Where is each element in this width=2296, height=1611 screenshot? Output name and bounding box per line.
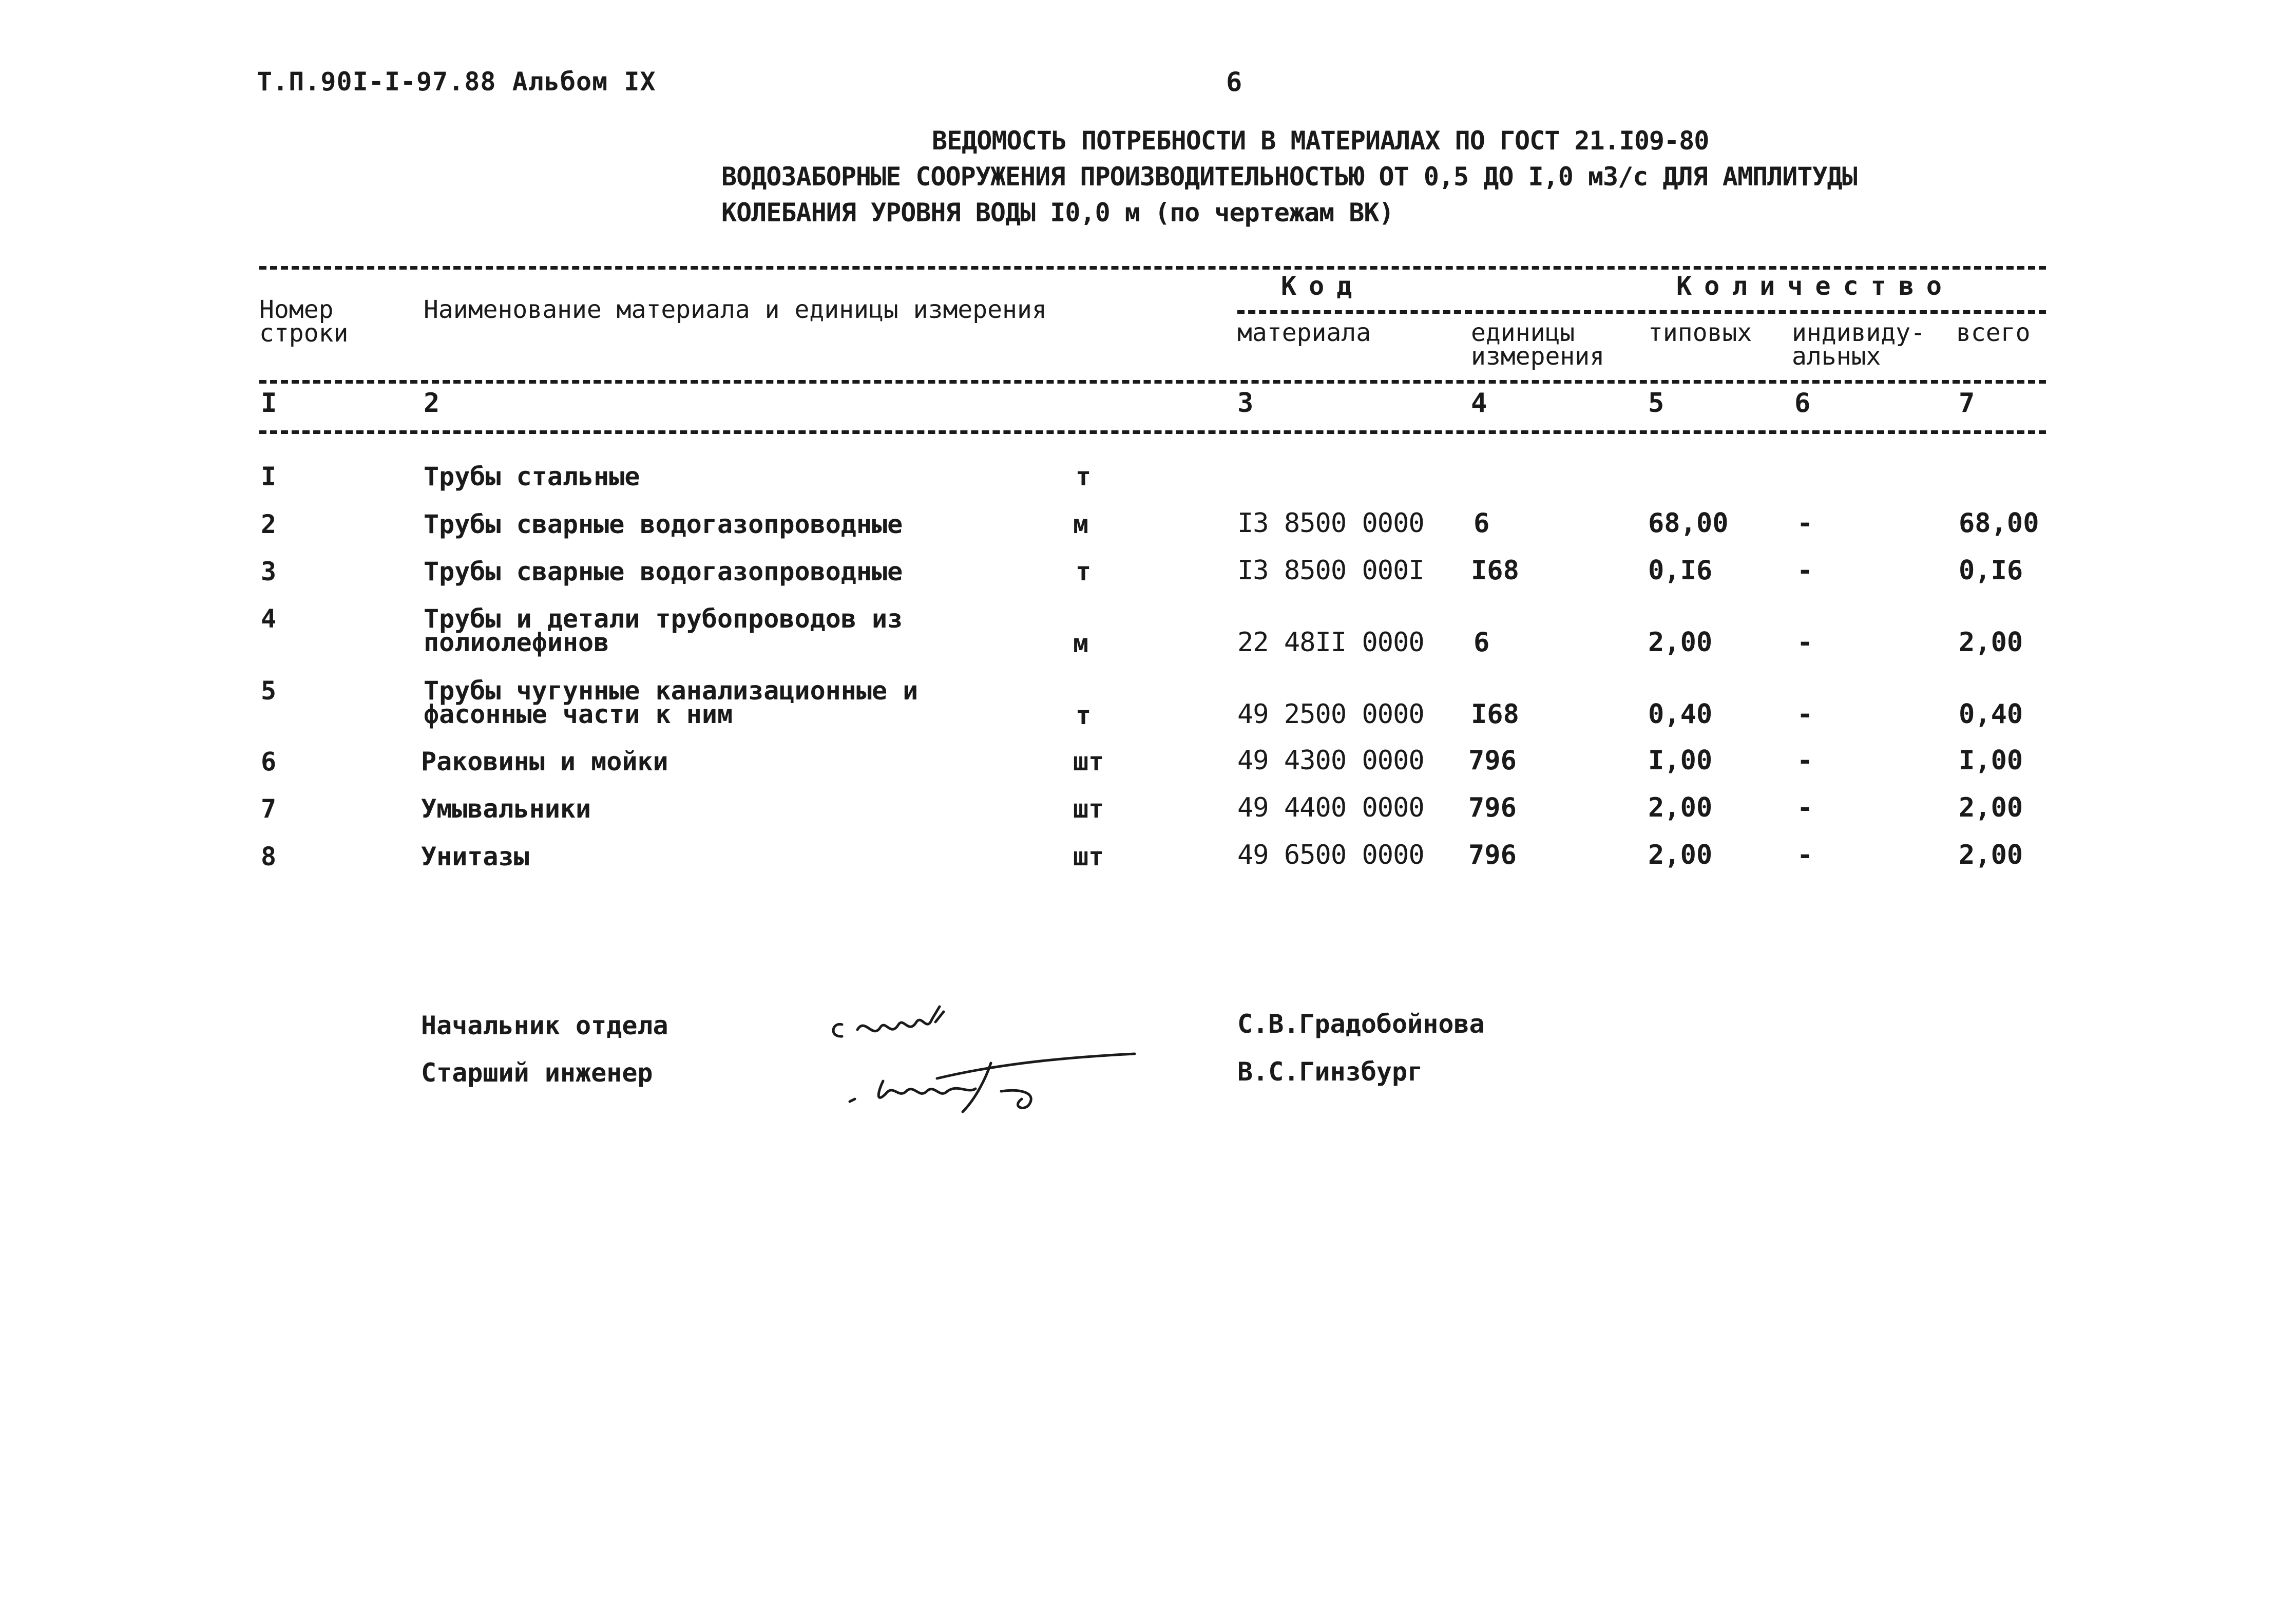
- header-row-number-line-1: Номер: [259, 295, 334, 324]
- material-name: Раковины и мойки: [421, 747, 668, 776]
- material-code: I3 8500 0000: [1237, 508, 1424, 539]
- signer-name-1: С.В.Градобойнова: [1237, 1009, 1485, 1039]
- qty-total: 2,00: [1959, 627, 2023, 658]
- qty-individual: -: [1797, 699, 1813, 730]
- header-row-number-line-2: строки: [259, 319, 349, 348]
- row-number: 5: [261, 676, 277, 706]
- material-name-line-1: Трубы чугунные канализационные и: [424, 676, 919, 706]
- qty-typical: 0,40: [1648, 699, 1713, 730]
- header-row-number: [259, 295, 349, 348]
- material-name-line-2: полиолефинов: [424, 628, 609, 657]
- material-name: Трубы сварные водогазопроводные: [424, 557, 903, 586]
- column-number-7: 7: [1959, 388, 1975, 419]
- header-quantity-group: Количество: [1676, 271, 1955, 301]
- column-number-bottom-rule: [259, 430, 2046, 434]
- material-unit: т: [1076, 700, 1092, 730]
- document-title-line-2: ВОДОЗАБОРНЫЕ СООРУЖЕНИЯ ПРОИЗВОДИТЕЛЬНОСТЬЮ ОТ 0,5 ДО I,0 м3/с ДЛЯ АМПЛИТУДЫ: [721, 162, 1857, 192]
- header-unit-code-line-1: единицы: [1471, 318, 1575, 347]
- material-unit: м: [1073, 629, 1089, 658]
- unit-code: 796: [1468, 840, 1517, 870]
- header-qty-individual-line-2: альных: [1792, 342, 1881, 371]
- unit-code: 796: [1468, 745, 1517, 776]
- qty-total: 2,00: [1959, 792, 2023, 823]
- material-unit: т: [1076, 557, 1092, 586]
- header-qty-total: всего: [1956, 318, 2031, 347]
- handwritten-signature-1: [821, 1001, 975, 1048]
- document-title-line-1: ВЕДОМОСТЬ ПОТРЕБНОСТИ В МАТЕРИАЛАХ ПО ГОСТ 21.I09-80: [932, 126, 1709, 156]
- material-code: I3 8500 000I: [1237, 555, 1424, 586]
- material-name: Трубы стальные: [424, 462, 640, 491]
- unit-code: 796: [1468, 792, 1517, 823]
- qty-total: 0,I6: [1959, 555, 2023, 586]
- header-unit-code: [1471, 318, 1605, 371]
- qty-individual: -: [1797, 745, 1813, 776]
- document-title-line-3: КОЛЕБАНИЯ УРОВНЯ ВОДЫ I0,0 м (по чертежам ВК): [721, 198, 1394, 228]
- material-name: [424, 676, 919, 729]
- unit-code: 6: [1474, 508, 1490, 539]
- qty-total: 0,40: [1959, 699, 2023, 730]
- column-number-1: I: [261, 388, 277, 419]
- material-code: 22 48II 0000: [1237, 627, 1424, 658]
- qty-typical: 2,00: [1648, 840, 1713, 870]
- material-code: 49 4400 0000: [1237, 792, 1424, 823]
- qty-typical: I,00: [1648, 745, 1713, 776]
- material-unit: шт: [1073, 747, 1104, 776]
- header-code-group: Код: [1281, 271, 1365, 301]
- unit-code: I68: [1471, 699, 1519, 730]
- document-reference: Т.П.90I-I-97.88 Альбом IX: [257, 67, 656, 97]
- row-number: 3: [261, 557, 277, 586]
- header-material-code: материала: [1237, 318, 1371, 347]
- row-number: 7: [261, 794, 277, 824]
- material-name-line-2: фасонные части к ним: [424, 699, 733, 729]
- row-number: 8: [261, 842, 277, 871]
- qty-typical: 2,00: [1648, 792, 1713, 823]
- qty-individual: -: [1797, 627, 1813, 658]
- qty-individual: -: [1797, 840, 1813, 870]
- material-unit: шт: [1073, 794, 1104, 824]
- qty-individual: -: [1797, 555, 1813, 586]
- signer-role-head-of-department: Начальник отдела: [421, 1011, 668, 1040]
- qty-total: I,00: [1959, 745, 2023, 776]
- material-code: 49 2500 0000: [1237, 699, 1424, 730]
- header-qty-individual: [1792, 318, 1926, 371]
- material-unit: т: [1076, 462, 1092, 491]
- column-number-5: 5: [1648, 388, 1664, 419]
- header-qty-typical: типовых: [1648, 318, 1752, 347]
- material-name-line-1: Трубы и детали трубопроводов из: [424, 604, 903, 634]
- column-number-3: 3: [1237, 388, 1254, 419]
- signer-name-2: В.С.Гинзбург: [1237, 1057, 1423, 1087]
- code-group-rule: [1237, 310, 2046, 314]
- column-number-4: 4: [1471, 388, 1487, 419]
- row-number: I: [261, 462, 277, 491]
- qty-individual: -: [1797, 792, 1813, 823]
- material-name: Умывальники: [421, 794, 591, 824]
- signer-role-senior-engineer: Старший инженер: [421, 1058, 653, 1088]
- header-qty-individual-line-1: индивиду-: [1792, 318, 1926, 347]
- material-unit: м: [1073, 509, 1089, 539]
- qty-individual: -: [1797, 508, 1813, 539]
- qty-typical: 2,00: [1648, 627, 1713, 658]
- table-top-rule: [259, 266, 2046, 270]
- column-number-2: 2: [424, 388, 440, 419]
- row-number: 6: [261, 747, 277, 776]
- qty-total: 2,00: [1959, 840, 2023, 870]
- qty-total: 68,00: [1959, 508, 2039, 539]
- material-code: 49 6500 0000: [1237, 840, 1424, 870]
- row-number: 4: [261, 604, 277, 634]
- material-name: Унитазы: [421, 842, 529, 871]
- qty-typical: 68,00: [1648, 508, 1729, 539]
- page-number: 6: [1226, 67, 1242, 98]
- header-material-name: Наименование материала и единицы измерения: [424, 295, 1047, 324]
- unit-code: 6: [1474, 627, 1490, 658]
- column-number-top-rule: [259, 380, 2046, 384]
- row-number: 2: [261, 509, 277, 539]
- material-unit: шт: [1073, 842, 1104, 871]
- column-number-6: 6: [1794, 388, 1811, 419]
- material-name: Трубы сварные водогазопроводные: [424, 509, 903, 539]
- qty-typical: 0,I6: [1648, 555, 1713, 586]
- material-code: 49 4300 0000: [1237, 745, 1424, 776]
- unit-code: I68: [1471, 555, 1519, 586]
- material-name: [424, 604, 903, 657]
- header-unit-code-line-2: измерения: [1471, 342, 1605, 371]
- handwritten-signature-2: [847, 1043, 1140, 1114]
